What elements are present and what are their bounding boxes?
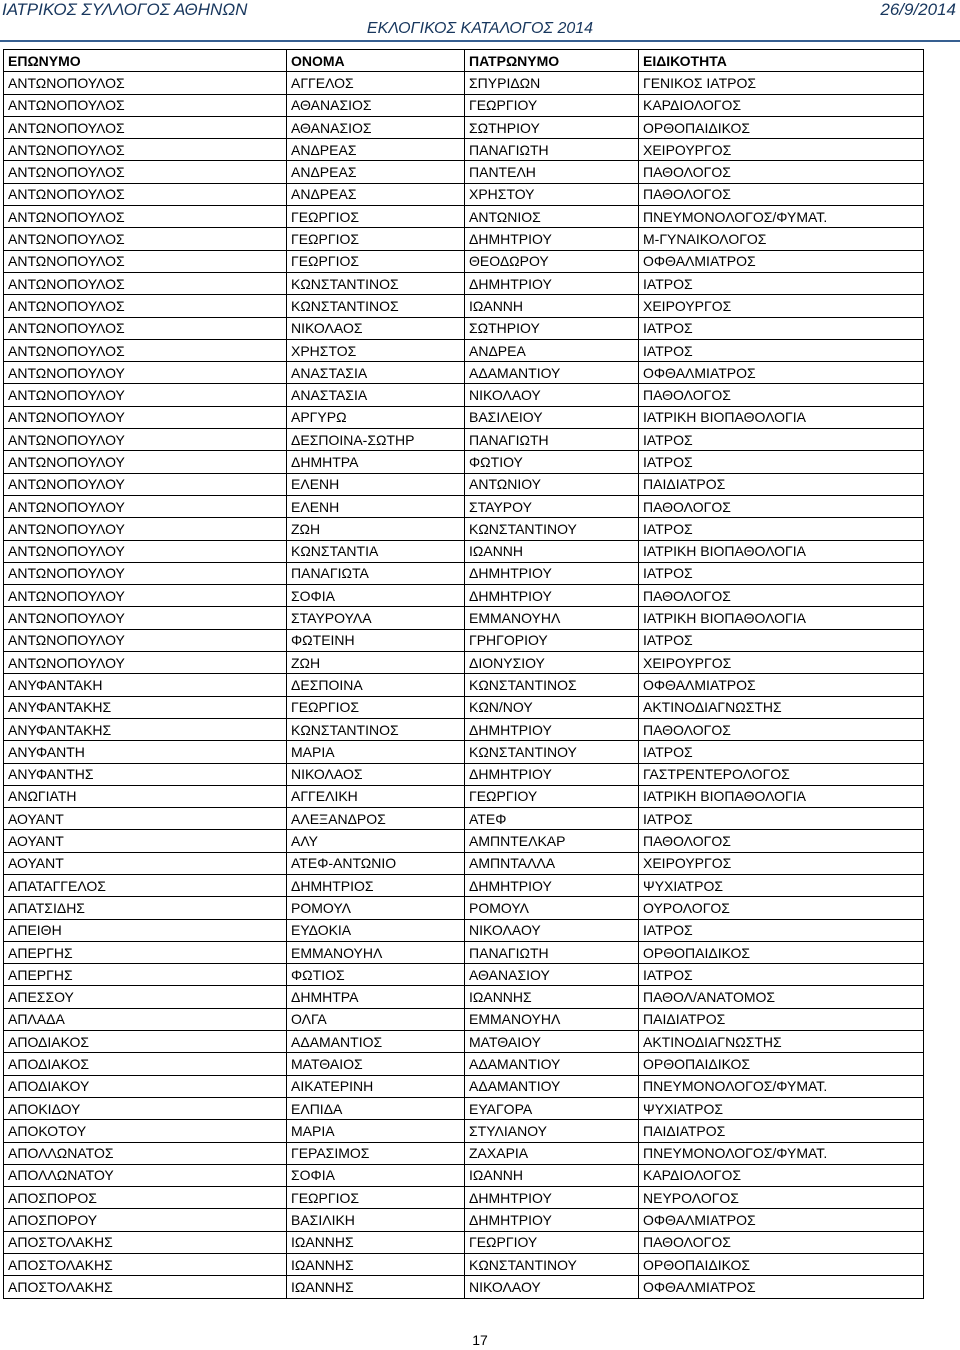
cell-surname: ΑΝΤΩΝΟΠΟΥΛΟΥ: [4, 495, 287, 517]
cell-patronymic: ΑΔΑΜΑΝΤΙΟΥ: [465, 1075, 639, 1097]
cell-specialty: ΙΑΤΡΟΣ: [639, 629, 924, 651]
cell-name: ΔΗΜΗΤΡΑ: [287, 986, 465, 1008]
cell-name: ΡΟΜΟΥΛ: [287, 897, 465, 919]
cell-patronymic: ΔΗΜΗΤΡΙΟΥ: [465, 1209, 639, 1231]
cell-surname: ΑΠΟΚΟΤΟΥ: [4, 1120, 287, 1142]
cell-surname: ΑΝΤΩΝΟΠΟΥΛΟΣ: [4, 161, 287, 183]
cell-name: ΕΥΔΟΚΙΑ: [287, 919, 465, 941]
table-row: [4, 116, 924, 138]
cell-patronymic: ΚΩΝΣΤΑΝΤΙΝΟΥ: [465, 518, 639, 540]
cell-name: ΖΩΗ: [287, 652, 465, 674]
cell-name: ΔΕΣΠΟΙΝΑ-ΣΩΤΗΡ: [287, 429, 465, 451]
cell-specialty: ΙΑΤΡΟΣ: [639, 562, 924, 584]
cell-specialty: ΙΑΤΡΟΣ: [639, 919, 924, 941]
column-header-specialty: ΕΙΔΙΚΟΤΗΤΑ: [639, 50, 924, 72]
column-header-patronymic: ΠΑΤΡΩΝΥΜΟ: [465, 50, 639, 72]
table-row: [4, 317, 924, 339]
cell-name: ΑΡΓΥΡΩ: [287, 406, 465, 428]
cell-surname: ΑΟΥΑΝΤ: [4, 852, 287, 874]
table-row: [4, 785, 924, 807]
cell-surname: ΑΠΕΣΣΟΥ: [4, 986, 287, 1008]
cell-surname: ΑΝΤΩΝΟΠΟΥΛΟΥ: [4, 540, 287, 562]
cell-name: ΕΛΠΙΔΑ: [287, 1097, 465, 1119]
cell-patronymic: ΑΔΑΜΑΝΤΙΟΥ: [465, 1053, 639, 1075]
cell-name: ΦΩΤΙΟΣ: [287, 964, 465, 986]
cell-name: ΙΩΑΝΝΗΣ: [287, 1276, 465, 1298]
cell-specialty: ΠΑΘΟΛΟΓΟΣ: [639, 183, 924, 205]
cell-surname: ΑΠΕΙΘΗ: [4, 919, 287, 941]
cell-surname: ΑΠΟΚΙΔΟΥ: [4, 1097, 287, 1119]
cell-specialty: ΠΝΕΥΜΟΝΟΛΟΓΟΣ/ΦΥΜΑΤ.: [639, 1075, 924, 1097]
cell-patronymic: ΔΗΜΗΤΡΙΟΥ: [465, 585, 639, 607]
cell-patronymic: ΣΩΤΗΡΙΟΥ: [465, 116, 639, 138]
cell-patronymic: ΚΩΝΣΤΑΝΤΙΝΟΥ: [465, 741, 639, 763]
cell-surname: ΑΝΤΩΝΟΠΟΥΛΟΣ: [4, 94, 287, 116]
table-row: [4, 1142, 924, 1164]
cell-specialty: ΠΑΙΔΙΑΤΡΟΣ: [639, 1120, 924, 1142]
cell-surname: ΑΠΑΤΑΓΓΕΛΟΣ: [4, 874, 287, 896]
document-title: ΕΚΛΟΓΙΚΟΣ ΚΑΤΑΛΟΓΟΣ 2014: [366, 20, 594, 37]
table-row: [4, 607, 924, 629]
cell-surname: ΑΟΥΑΝΤ: [4, 808, 287, 830]
cell-patronymic: ΔΗΜΗΤΡΙΟΥ: [465, 763, 639, 785]
cell-patronymic: ΑΘΑΝΑΣΙΟΥ: [465, 964, 639, 986]
cell-patronymic: ΝΙΚΟΛΑΟΥ: [465, 1276, 639, 1298]
table-row: [4, 183, 924, 205]
cell-patronymic: ΣΤΑΥΡΟΥ: [465, 495, 639, 517]
cell-specialty: ΝΕΥΡΟΛΟΓΟΣ: [639, 1187, 924, 1209]
cell-specialty: ΙΑΤΡΙΚΗ ΒΙΟΠΑΘΟΛΟΓΙΑ: [639, 607, 924, 629]
cell-patronymic: ΧΡΗΣΤΟΥ: [465, 183, 639, 205]
table-row: [4, 718, 924, 740]
cell-name: ΣΟΦΙΑ: [287, 585, 465, 607]
cell-patronymic: ΓΕΩΡΓΙΟΥ: [465, 94, 639, 116]
cell-surname: ΑΠΛΑΔΑ: [4, 1008, 287, 1030]
cell-name: ΑΘΑΝΑΣΙΟΣ: [287, 94, 465, 116]
cell-patronymic: ΙΩΑΝΝΗ: [465, 1164, 639, 1186]
cell-surname: ΑΝΤΩΝΟΠΟΥΛΟΥ: [4, 406, 287, 428]
cell-surname: ΑΠΟΣΤΟΛΑΚΗΣ: [4, 1231, 287, 1253]
cell-patronymic: ΠΑΝΑΓΙΩΤΗ: [465, 941, 639, 963]
cell-specialty: ΠΑΙΔΙΑΤΡΟΣ: [639, 1008, 924, 1030]
cell-surname: ΑΝΤΩΝΟΠΟΥΛΟΥ: [4, 451, 287, 473]
table-row: [4, 1254, 924, 1276]
table-row: [4, 1031, 924, 1053]
cell-specialty: ΟΦΘΑΛΜΙΑΤΡΟΣ: [639, 1209, 924, 1231]
cell-patronymic: ΔΗΜΗΤΡΙΟΥ: [465, 718, 639, 740]
cell-specialty: ΠΝΕΥΜΟΝΟΛΟΓΟΣ/ΦΥΜΑΤ.: [639, 206, 924, 228]
cell-specialty: ΨΥΧΙΑΤΡΟΣ: [639, 874, 924, 896]
cell-patronymic: ΕΜΜΑΝΟΥΗΛ: [465, 607, 639, 629]
table-row: [4, 473, 924, 495]
cell-name: ΔΗΜΗΤΡΑ: [287, 451, 465, 473]
cell-surname: ΑΠΟΣΤΟΛΑΚΗΣ: [4, 1254, 287, 1276]
cell-patronymic: ΑΝΤΩΝΙΟΣ: [465, 206, 639, 228]
table-row: [4, 562, 924, 584]
cell-name: ΑΝΑΣΤΑΣΙΑ: [287, 362, 465, 384]
cell-specialty: ΠΑΘΟΛΟΓΟΣ: [639, 495, 924, 517]
cell-name: ΓΕΩΡΓΙΟΣ: [287, 250, 465, 272]
cell-patronymic: ΡΟΜΟΥΛ: [465, 897, 639, 919]
cell-name: ΙΩΑΝΝΗΣ: [287, 1254, 465, 1276]
cell-surname: ΑΝΩΓΙΑΤΗ: [4, 785, 287, 807]
table-row: [4, 1075, 924, 1097]
cell-patronymic: ΑΝΔΡΕΑ: [465, 339, 639, 361]
cell-surname: ΑΠΟΔΙΑΚΟΣ: [4, 1031, 287, 1053]
table-row: [4, 652, 924, 674]
cell-patronymic: ΔΗΜΗΤΡΙΟΥ: [465, 1187, 639, 1209]
cell-surname: ΑΝΥΦΑΝΤΗ: [4, 741, 287, 763]
cell-surname: ΑΠΕΡΓΗΣ: [4, 964, 287, 986]
cell-patronymic: ΣΤΥΛΙΑΝΟΥ: [465, 1120, 639, 1142]
cell-name: ΕΛΕΝΗ: [287, 495, 465, 517]
cell-specialty: ΚΑΡΔΙΟΛΟΓΟΣ: [639, 94, 924, 116]
table-row: [4, 1231, 924, 1253]
table-row: [4, 295, 924, 317]
cell-patronymic: ΔΗΜΗΤΡΙΟΥ: [465, 874, 639, 896]
cell-specialty: ΠΑΘΟΛΟΓΟΣ: [639, 161, 924, 183]
cell-specialty: ΠΑΘΟΛΟΓΟΣ: [639, 718, 924, 740]
cell-specialty: ΑΚΤΙΝΟΔΙΑΓΝΩΣΤΗΣ: [639, 696, 924, 718]
cell-specialty: ΠΑΘΟΛ/ΑΝΑΤΟΜΟΣ: [639, 986, 924, 1008]
cell-specialty: ΙΑΤΡΙΚΗ ΒΙΟΠΑΘΟΛΟΓΙΑ: [639, 785, 924, 807]
table-body: [4, 72, 924, 1298]
table-row: [4, 941, 924, 963]
cell-surname: ΑΠΟΣΠΟΡΟΣ: [4, 1187, 287, 1209]
cell-name: ΒΑΣΙΛΙΚΗ: [287, 1209, 465, 1231]
cell-surname: ΑΠΟΔΙΑΚΟΥ: [4, 1075, 287, 1097]
table-row: [4, 250, 924, 272]
cell-name: ΚΩΝΣΤΑΝΤΙΝΟΣ: [287, 295, 465, 317]
table-row: [4, 94, 924, 116]
table-header-row: [4, 50, 924, 72]
cell-surname: ΑΝΥΦΑΝΤΑΚΗΣ: [4, 696, 287, 718]
cell-specialty: ΓΕΝΙΚΟΣ ΙΑΤΡΟΣ: [639, 72, 924, 94]
cell-patronymic: ΝΙΚΟΛΑΟΥ: [465, 919, 639, 941]
cell-patronymic: ΓΡΗΓΟΡΙΟΥ: [465, 629, 639, 651]
table-row: [4, 585, 924, 607]
cell-surname: ΑΝΤΩΝΟΠΟΥΛΟΣ: [4, 250, 287, 272]
cell-specialty: ΟΦΘΑΛΜΙΑΤΡΟΣ: [639, 362, 924, 384]
cell-specialty: ΙΑΤΡΟΣ: [639, 429, 924, 451]
cell-patronymic: ΠΑΝΤΕΛΗ: [465, 161, 639, 183]
page-number: 17: [472, 1332, 488, 1348]
cell-surname: ΑΝΥΦΑΝΤΑΚΗ: [4, 674, 287, 696]
table-row: [4, 362, 924, 384]
table-row: [4, 540, 924, 562]
cell-patronymic: ΜΑΤΘΑΙΟΥ: [465, 1031, 639, 1053]
cell-patronymic: ΙΩΑΝΝΗ: [465, 295, 639, 317]
cell-name: ΝΙΚΟΛΑΟΣ: [287, 763, 465, 785]
cell-name: ΝΙΚΟΛΑΟΣ: [287, 317, 465, 339]
cell-patronymic: ΑΝΤΩΝΙΟΥ: [465, 473, 639, 495]
cell-specialty: ΟΡΘΟΠΑΙΔΙΚΟΣ: [639, 941, 924, 963]
table-row: [4, 629, 924, 651]
table-row: [4, 495, 924, 517]
cell-patronymic: ΚΩΝ/ΝΟΥ: [465, 696, 639, 718]
cell-specialty: ΙΑΤΡΟΣ: [639, 964, 924, 986]
cell-name: ΑΝΔΡΕΑΣ: [287, 139, 465, 161]
cell-specialty: ΟΡΘΟΠΑΙΔΙΚΟΣ: [639, 1053, 924, 1075]
cell-specialty: ΠΝΕΥΜΟΝΟΛΟΓΟΣ/ΦΥΜΑΤ.: [639, 1142, 924, 1164]
cell-patronymic: ΣΠΥΡΙΔΩΝ: [465, 72, 639, 94]
cell-surname: ΑΠΟΛΛΩΝΑΤΟΥ: [4, 1164, 287, 1186]
table-row: [4, 986, 924, 1008]
cell-name: ΣΤΑΥΡΟΥΛΑ: [287, 607, 465, 629]
table-row: [4, 1187, 924, 1209]
cell-surname: ΑΝΥΦΑΝΤΑΚΗΣ: [4, 718, 287, 740]
table-row: [4, 228, 924, 250]
cell-surname: ΑΠΑΤΣΙΔΗΣ: [4, 897, 287, 919]
cell-specialty: ΧΕΙΡΟΥΡΓΟΣ: [639, 139, 924, 161]
cell-specialty: ΧΕΙΡΟΥΡΓΟΣ: [639, 852, 924, 874]
cell-specialty: ΧΕΙΡΟΥΡΓΟΣ: [639, 652, 924, 674]
cell-name: ΚΩΝΣΤΑΝΤΙΑ: [287, 540, 465, 562]
cell-surname: ΑΝΤΩΝΟΠΟΥΛΟΥ: [4, 607, 287, 629]
cell-patronymic: ΕΥΑΓΟΡΑ: [465, 1097, 639, 1119]
table-row: [4, 1053, 924, 1075]
table-row: [4, 206, 924, 228]
table-row: [4, 874, 924, 896]
table-row: [4, 161, 924, 183]
cell-patronymic: ΔΙΟΝΥΣΙΟΥ: [465, 652, 639, 674]
table-row: [4, 763, 924, 785]
cell-name: ΓΕΩΡΓΙΟΣ: [287, 1187, 465, 1209]
cell-patronymic: ΙΩΑΝΝΗ: [465, 540, 639, 562]
cell-name: ΧΡΗΣΤΟΣ: [287, 339, 465, 361]
cell-name: ΑΘΑΝΑΣΙΟΣ: [287, 116, 465, 138]
cell-specialty: Μ-ΓΥΝΑΙΚΟΛΟΓΟΣ: [639, 228, 924, 250]
column-header-name: ΟΝΟΜΑ: [287, 50, 465, 72]
header-divider: [0, 40, 960, 42]
table-row: [4, 964, 924, 986]
cell-patronymic: ΕΜΜΑΝΟΥΗΛ: [465, 1008, 639, 1030]
cell-specialty: ΟΡΘΟΠΑΙΔΙΚΟΣ: [639, 1254, 924, 1276]
cell-specialty: ΠΑΘΟΛΟΓΟΣ: [639, 384, 924, 406]
cell-specialty: ΟΦΘΑΛΜΙΑΤΡΟΣ: [639, 1276, 924, 1298]
cell-surname: ΑΝΤΩΝΟΠΟΥΛΟΣ: [4, 317, 287, 339]
cell-surname: ΑΝΤΩΝΟΠΟΥΛΟΥ: [4, 384, 287, 406]
table-row: [4, 384, 924, 406]
cell-specialty: ΠΑΙΔΙΑΤΡΟΣ: [639, 473, 924, 495]
cell-specialty: ΙΑΤΡΙΚΗ ΒΙΟΠΑΘΟΛΟΓΙΑ: [639, 540, 924, 562]
table-row: [4, 852, 924, 874]
table-row: [4, 406, 924, 428]
table-row: [4, 1164, 924, 1186]
table-row: [4, 518, 924, 540]
cell-surname: ΑΝΤΩΝΟΠΟΥΛΟΣ: [4, 272, 287, 294]
cell-name: ΕΜΜΑΝΟΥΗΛ: [287, 941, 465, 963]
cell-surname: ΑΝΤΩΝΟΠΟΥΛΟΣ: [4, 206, 287, 228]
cell-name: ΓΕΩΡΓΙΟΣ: [287, 228, 465, 250]
cell-name: ΓΕΩΡΓΙΟΣ: [287, 206, 465, 228]
cell-patronymic: ΔΗΜΗΤΡΙΟΥ: [465, 228, 639, 250]
cell-surname: ΑΠΕΡΓΗΣ: [4, 941, 287, 963]
cell-specialty: ΓΑΣΤΡΕΝΤΕΡΟΛΟΓΟΣ: [639, 763, 924, 785]
cell-name: ΦΩΤΕΙΝΗ: [287, 629, 465, 651]
cell-patronymic: ΙΩΑΝΝΗΣ: [465, 986, 639, 1008]
table-row: [4, 72, 924, 94]
table-row: [4, 1008, 924, 1030]
cell-specialty: ΟΦΘΑΛΜΙΑΤΡΟΣ: [639, 250, 924, 272]
cell-surname: ΑΝΥΦΑΝΤΗΣ: [4, 763, 287, 785]
cell-name: ΑΓΓΕΛΙΚΗ: [287, 785, 465, 807]
cell-name: ΔΗΜΗΤΡΙΟΣ: [287, 874, 465, 896]
cell-patronymic: ΑΔΑΜΑΝΤΙΟΥ: [465, 362, 639, 384]
cell-name: ΑΤΕΦ-ΑΝΤΩΝΙΟ: [287, 852, 465, 874]
cell-name: ΕΛΕΝΗ: [287, 473, 465, 495]
cell-name: ΔΕΣΠΟΙΝΑ: [287, 674, 465, 696]
cell-name: ΑΔΑΜΑΝΤΙΟΣ: [287, 1031, 465, 1053]
cell-patronymic: ΠΑΝΑΓΙΩΤΗ: [465, 139, 639, 161]
cell-surname: ΑΝΤΩΝΟΠΟΥΛΟΣ: [4, 183, 287, 205]
table-row: [4, 339, 924, 361]
cell-name: ΚΩΝΣΤΑΝΤΙΝΟΣ: [287, 718, 465, 740]
cell-specialty: ΙΑΤΡΟΣ: [639, 741, 924, 763]
table-row: [4, 919, 924, 941]
cell-specialty: ΙΑΤΡΙΚΗ ΒΙΟΠΑΘΟΛΟΓΙΑ: [639, 406, 924, 428]
cell-specialty: ΧΕΙΡΟΥΡΓΟΣ: [639, 295, 924, 317]
cell-name: ΜΑΤΘΑΙΟΣ: [287, 1053, 465, 1075]
cell-specialty: ΙΑΤΡΟΣ: [639, 518, 924, 540]
electoral-list-table: [3, 49, 924, 1299]
cell-specialty: ΟΦΘΑΛΜΙΑΤΡΟΣ: [639, 674, 924, 696]
table-row: [4, 741, 924, 763]
cell-surname: ΑΝΤΩΝΟΠΟΥΛΟΥ: [4, 473, 287, 495]
cell-surname: ΑΝΤΩΝΟΠΟΥΛΟΥ: [4, 429, 287, 451]
table-row: [4, 429, 924, 451]
cell-surname: ΑΝΤΩΝΟΠΟΥΛΟΥ: [4, 629, 287, 651]
cell-specialty: ΙΑΤΡΟΣ: [639, 272, 924, 294]
cell-name: ΚΩΝΣΤΑΝΤΙΝΟΣ: [287, 272, 465, 294]
cell-patronymic: ΖΑΧΑΡΙΑ: [465, 1142, 639, 1164]
table-row: [4, 1097, 924, 1119]
cell-name: ΑΙΚΑΤΕΡΙΝΗ: [287, 1075, 465, 1097]
cell-patronymic: ΠΑΝΑΓΙΩΤΗ: [465, 429, 639, 451]
cell-patronymic: ΑΜΠΝΤΑΛΛΑ: [465, 852, 639, 874]
cell-name: ΑΝΑΣΤΑΣΙΑ: [287, 384, 465, 406]
cell-name: ΠΑΝΑΓΙΩΤΑ: [287, 562, 465, 584]
cell-name: ΜΑΡΙΑ: [287, 1120, 465, 1142]
cell-surname: ΑΠΟΔΙΑΚΟΣ: [4, 1053, 287, 1075]
cell-specialty: ΙΑΤΡΟΣ: [639, 451, 924, 473]
page-header: [0, 0, 960, 40]
cell-patronymic: ΓΕΩΡΓΙΟΥ: [465, 1231, 639, 1253]
cell-surname: ΑΝΤΩΝΟΠΟΥΛΟΥ: [4, 518, 287, 540]
cell-surname: ΑΝΤΩΝΟΠΟΥΛΟΣ: [4, 228, 287, 250]
cell-specialty: ΠΑΘΟΛΟΓΟΣ: [639, 1231, 924, 1253]
cell-patronymic: ΚΩΝΣΤΑΝΤΙΝΟΣ: [465, 674, 639, 696]
cell-patronymic: ΔΗΜΗΤΡΙΟΥ: [465, 562, 639, 584]
cell-patronymic: ΔΗΜΗΤΡΙΟΥ: [465, 272, 639, 294]
cell-surname: ΑΠΟΛΛΩΝΑΤΟΣ: [4, 1142, 287, 1164]
cell-surname: ΑΝΤΩΝΟΠΟΥΛΟΥ: [4, 362, 287, 384]
cell-name: ΣΟΦΙΑ: [287, 1164, 465, 1186]
cell-patronymic: ΑΜΠΝΤΕΛΚΑΡ: [465, 830, 639, 852]
cell-specialty: ΚΑΡΔΙΟΛΟΓΟΣ: [639, 1164, 924, 1186]
table-row: [4, 139, 924, 161]
cell-name: ΑΛΕΞΑΝΔΡΟΣ: [287, 808, 465, 830]
cell-specialty: ΠΑΘΟΛΟΓΟΣ: [639, 585, 924, 607]
cell-specialty: ΑΚΤΙΝΟΔΙΑΓΝΩΣΤΗΣ: [639, 1031, 924, 1053]
cell-specialty: ΙΑΤΡΟΣ: [639, 808, 924, 830]
table-row: [4, 1120, 924, 1142]
cell-specialty: ΙΑΤΡΟΣ: [639, 317, 924, 339]
cell-patronymic: ΓΕΩΡΓΙΟΥ: [465, 785, 639, 807]
table-row: [4, 674, 924, 696]
cell-surname: ΑΠΟΣΠΟΡΟΥ: [4, 1209, 287, 1231]
cell-patronymic: ΦΩΤΙΟΥ: [465, 451, 639, 473]
cell-specialty: ΠΑΘΟΛΟΓΟΣ: [639, 830, 924, 852]
cell-surname: ΑΝΤΩΝΟΠΟΥΛΟΣ: [4, 339, 287, 361]
cell-name: ΓΕΡΑΣΙΜΟΣ: [287, 1142, 465, 1164]
cell-name: ΑΝΔΡΕΑΣ: [287, 161, 465, 183]
cell-name: ΜΑΡΙΑ: [287, 741, 465, 763]
cell-specialty: ΟΥΡΟΛΟΓΟΣ: [639, 897, 924, 919]
cell-surname: ΑΟΥΑΝΤ: [4, 830, 287, 852]
cell-surname: ΑΝΤΩΝΟΠΟΥΛΟΥ: [4, 562, 287, 584]
cell-surname: ΑΝΤΩΝΟΠΟΥΛΟΥ: [4, 585, 287, 607]
association-name: ΙΑΤΡΙΚΟΣ ΣΥΛΛΟΓΟΣ ΑΘΗΝΩΝ: [2, 0, 248, 19]
cell-patronymic: ΑΤΕΦ: [465, 808, 639, 830]
table-row: [4, 1209, 924, 1231]
document-date: 26/9/2014: [880, 0, 956, 19]
column-header-surname: ΕΠΩΝΥΜΟ: [4, 50, 287, 72]
cell-patronymic: ΝΙΚΟΛΑΟΥ: [465, 384, 639, 406]
cell-surname: ΑΝΤΩΝΟΠΟΥΛΟΣ: [4, 116, 287, 138]
cell-name: ΖΩΗ: [287, 518, 465, 540]
cell-specialty: ΟΡΘΟΠΑΙΔΙΚΟΣ: [639, 116, 924, 138]
cell-patronymic: ΘΕΟΔΩΡΟΥ: [465, 250, 639, 272]
table-row: [4, 272, 924, 294]
cell-name: ΑΓΓΕΛΟΣ: [287, 72, 465, 94]
cell-name: ΓΕΩΡΓΙΟΣ: [287, 696, 465, 718]
cell-surname: ΑΝΤΩΝΟΠΟΥΛΟΥ: [4, 652, 287, 674]
cell-patronymic: ΒΑΣΙΛΕΙΟΥ: [465, 406, 639, 428]
table-row: [4, 451, 924, 473]
cell-specialty: ΙΑΤΡΟΣ: [639, 339, 924, 361]
table-row: [4, 696, 924, 718]
cell-name: ΟΛΓΑ: [287, 1008, 465, 1030]
table-row: [4, 897, 924, 919]
cell-name: ΑΝΔΡΕΑΣ: [287, 183, 465, 205]
cell-patronymic: ΣΩΤΗΡΙΟΥ: [465, 317, 639, 339]
table-row: [4, 1276, 924, 1298]
cell-surname: ΑΠΟΣΤΟΛΑΚΗΣ: [4, 1276, 287, 1298]
cell-specialty: ΨΥΧΙΑΤΡΟΣ: [639, 1097, 924, 1119]
table-row: [4, 808, 924, 830]
cell-patronymic: ΚΩΝΣΤΑΝΤΙΝΟΥ: [465, 1254, 639, 1276]
cell-name: ΑΛΥ: [287, 830, 465, 852]
cell-surname: ΑΝΤΩΝΟΠΟΥΛΟΣ: [4, 139, 287, 161]
cell-name: ΙΩΑΝΝΗΣ: [287, 1231, 465, 1253]
table-row: [4, 830, 924, 852]
cell-surname: ΑΝΤΩΝΟΠΟΥΛΟΣ: [4, 72, 287, 94]
cell-surname: ΑΝΤΩΝΟΠΟΥΛΟΣ: [4, 295, 287, 317]
